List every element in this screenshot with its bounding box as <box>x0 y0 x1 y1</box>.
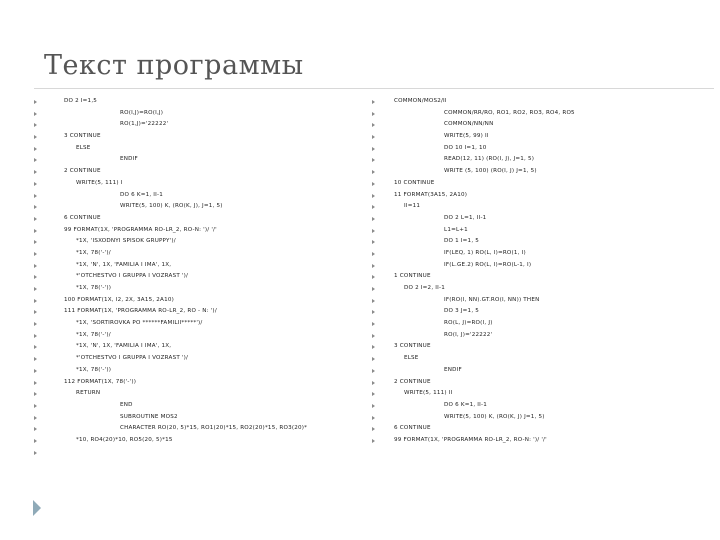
code-line <box>372 119 712 131</box>
code-line <box>34 225 374 237</box>
code-line-text: DO 2 I=2, II-1 <box>404 285 445 291</box>
bullet-icon <box>34 310 37 314</box>
code-line <box>372 318 712 330</box>
code-line <box>372 423 712 435</box>
code-line-text: *1X, 78('-')/ <box>76 331 111 338</box>
bullet-icon <box>372 252 375 256</box>
code-line <box>34 236 374 248</box>
code-line <box>372 295 712 307</box>
code-line <box>372 201 712 213</box>
bullet-icon <box>372 427 375 431</box>
code-line <box>372 143 712 155</box>
bullet-icon <box>34 147 37 151</box>
code-line-text: 3 CONTINUE <box>64 133 101 140</box>
code-line <box>34 283 374 295</box>
code-line-text: *1X, 'N', 1X, 'FAMILIA I IMA', 1X, <box>76 343 172 350</box>
code-line <box>372 96 712 108</box>
code-line-text: WRITE(5, 111) II <box>404 390 453 397</box>
bullet-icon <box>372 404 375 408</box>
code-line-text: 2 CONTINUE <box>64 168 101 175</box>
bullet-icon <box>34 381 37 385</box>
code-line-text: *1X, 78('-')) <box>76 285 112 291</box>
code-line-text: 111 FORMAT(1X, 'PROGRAMMA RO-LR_2, RO - N: ')/ <box>64 308 217 315</box>
code-line <box>34 201 374 213</box>
bullet-icon <box>372 299 375 303</box>
bullet-icon <box>34 158 37 162</box>
code-line <box>34 353 374 365</box>
code-line <box>372 412 712 424</box>
code-line <box>34 330 374 342</box>
bullet-icon <box>34 427 37 431</box>
code-line-text: ENDIF <box>120 156 138 163</box>
code-line <box>372 365 712 377</box>
code-line-text: 3 CONTINUE <box>394 343 431 350</box>
bullet-icon <box>372 310 375 314</box>
bullet-icon <box>34 240 37 244</box>
bullet-icon <box>34 112 37 116</box>
code-line-text: 1 CONTINUE <box>394 273 431 280</box>
code-line <box>34 423 374 435</box>
code-line <box>34 190 374 202</box>
bullet-icon <box>34 217 37 221</box>
code-line <box>34 447 374 459</box>
bullet-icon <box>372 416 375 420</box>
code-line <box>34 365 374 377</box>
code-line-text: IF(L.GE.2) RO(L, I)=RO(L-1, I) <box>444 261 532 268</box>
code-line-text: *'OTCHESTVO I GRUPPA I VOZRAST ')/ <box>76 273 189 280</box>
code-line-text: WRITE (5, 100) (RO(I, J) J=1, 5) <box>444 168 537 175</box>
bullet-icon <box>372 147 375 151</box>
code-line-text: *'OTCHESTVO I GRUPPA I VOZRAST ')/ <box>76 355 189 362</box>
code-line-text: END <box>120 401 133 408</box>
code-line <box>34 260 374 272</box>
bullet-icon <box>34 123 37 127</box>
slide-corner-mark <box>33 500 41 516</box>
code-line-text: RETURN <box>76 390 101 397</box>
bullet-icon <box>372 112 375 116</box>
code-line-text: 11 FORMAT(3A15, 2A10) <box>394 191 468 198</box>
code-line <box>34 412 374 424</box>
bullet-icon <box>34 404 37 408</box>
code-line-text: *1X, 78('-')/ <box>76 249 111 256</box>
code-line-text: RO(I, J)='22222' <box>444 331 493 338</box>
code-line-text: DO 3 J=1, 5 <box>444 308 480 315</box>
bullet-icon <box>372 135 375 139</box>
bullet-icon <box>34 100 37 104</box>
code-column-left <box>34 96 374 458</box>
code-line-text: DO 10 I=1, 10 <box>444 144 487 151</box>
code-line-text: WRITE(5, 111) I <box>76 179 123 186</box>
code-line <box>372 260 712 272</box>
code-line-text: CHARACTER RO(20, 5)*15, RO1(20)*15, RO2(20)*15, RO3(20)* <box>120 425 308 432</box>
bullet-icon <box>372 182 375 186</box>
bullet-icon <box>372 275 375 279</box>
bullet-icon <box>372 158 375 162</box>
code-line-text: IF(RO(I, NN).GT.RO(I, NN)) THEN <box>444 296 540 303</box>
code-line <box>372 190 712 202</box>
code-line <box>372 306 712 318</box>
code-line-text: *1X, 'ISXODNYI SPISOK GRUPPY')/ <box>76 238 176 245</box>
bullet-icon <box>34 287 37 291</box>
code-line <box>372 248 712 260</box>
code-line-text: 112 FORMAT(1X, 78('-')) <box>64 378 137 385</box>
bullet-icon <box>34 194 37 198</box>
bullet-icon <box>34 439 37 443</box>
code-line-text: IF(LEQ, 1) RO(L, I)=RO(1, I) <box>444 249 526 256</box>
bullet-icon <box>372 194 375 198</box>
code-line-text: DO 6 K=1, II-1 <box>444 401 487 408</box>
code-line-text: RO(1,J)='22222' <box>120 121 169 128</box>
code-line <box>34 306 374 318</box>
bullet-icon <box>372 392 375 396</box>
code-line <box>34 178 374 190</box>
bullet-icon <box>34 182 37 186</box>
bullet-icon <box>34 451 37 455</box>
bullet-icon <box>372 170 375 174</box>
code-line <box>34 388 374 400</box>
bullet-icon <box>372 287 375 291</box>
code-line-text: COMMON/RR/RO, RO1, RO2, RO3, RO4, RO5 <box>444 109 575 116</box>
bullet-icon <box>372 381 375 385</box>
bullet-icon <box>34 205 37 209</box>
title-divider <box>34 88 714 89</box>
code-line-text: II=11 <box>404 203 421 210</box>
bullet-icon <box>34 275 37 279</box>
code-line-text: 6 CONTINUE <box>394 425 431 432</box>
code-line-text: RO(I,J)=RO(I,J) <box>120 109 164 116</box>
bullet-icon <box>34 334 37 338</box>
code-line-text: RO(L, J)=RO(I, J) <box>444 320 493 327</box>
bullet-icon <box>372 229 375 233</box>
code-line <box>34 400 374 412</box>
code-line-text: 2 CONTINUE <box>394 378 431 385</box>
bullet-icon <box>372 123 375 127</box>
code-line-text: 99 FORMAT(1X, 'PROGRAMMA RO-LR_2, RO-N: ')/ '/' <box>64 226 217 233</box>
code-line-text: *1X, 78('-')) <box>76 366 112 373</box>
code-line <box>372 108 712 120</box>
code-line-text: *1X, 'N', 1X, 'FAMILIA I IMA', 1X, <box>76 261 172 268</box>
code-line <box>34 377 374 389</box>
code-line <box>34 213 374 225</box>
code-line-text: *1X, 'SORTIROVKA PO ******FAMILII*****')/ <box>76 320 203 327</box>
bullet-icon <box>34 299 37 303</box>
code-line <box>372 330 712 342</box>
code-line <box>372 225 712 237</box>
code-line-text: ELSE <box>76 144 91 151</box>
code-line <box>372 388 712 400</box>
slide-title: Текст программы <box>44 50 304 81</box>
code-line <box>34 341 374 353</box>
bullet-icon <box>34 229 37 233</box>
code-line <box>372 400 712 412</box>
code-line-text: 10 CONTINUE <box>394 179 435 186</box>
code-line <box>372 353 712 365</box>
code-line <box>34 119 374 131</box>
bullet-icon <box>372 240 375 244</box>
code-line-text: WRITE(5, 99) II <box>444 133 489 140</box>
code-line-text: DO 2 L=1, II-1 <box>444 214 487 221</box>
bullet-icon <box>372 345 375 349</box>
code-line <box>372 341 712 353</box>
code-line <box>34 295 374 307</box>
code-line-text: ELSE <box>404 355 419 362</box>
code-line <box>372 131 712 143</box>
code-line-text: ENDIF <box>444 366 462 373</box>
bullet-icon <box>372 217 375 221</box>
code-line <box>372 213 712 225</box>
bullet-icon <box>34 170 37 174</box>
code-line-text: 100 FORMAT(1X, I2, 2X, 3A15, 2A10) <box>64 296 174 303</box>
code-line-text: 99 FORMAT(1X, 'PROGRAMMA RO-LR_2, RO-N: ')/ '/' <box>394 436 547 443</box>
code-line-text: SUBROUTINE MOS2 <box>120 413 178 420</box>
code-line-text: DO 2 I=1,5 <box>64 98 98 104</box>
code-line <box>34 435 374 447</box>
code-line <box>372 166 712 178</box>
code-column-right <box>372 96 712 447</box>
code-line <box>34 166 374 178</box>
bullet-icon <box>372 205 375 209</box>
code-line <box>34 143 374 155</box>
code-line <box>372 283 712 295</box>
code-line-text: 6 CONTINUE <box>64 214 101 221</box>
code-line-text: DO 6 K=1, II-1 <box>120 191 163 198</box>
code-line <box>34 271 374 283</box>
code-line <box>34 108 374 120</box>
code-line-text: COMMON/NN/NN <box>444 121 494 128</box>
bullet-icon <box>34 369 37 373</box>
bullet-icon <box>34 345 37 349</box>
code-line-text: READ(12, 11) (RO(I, J), J=1, 5) <box>444 156 535 163</box>
code-line <box>372 154 712 166</box>
code-line-text: DO 1 I=1, 5 <box>444 238 480 245</box>
code-line <box>372 377 712 389</box>
code-line <box>34 96 374 108</box>
bullet-icon <box>34 357 37 361</box>
bullet-icon <box>34 392 37 396</box>
bullet-icon <box>34 135 37 139</box>
bullet-icon <box>34 252 37 256</box>
code-line-text: L1=L+1 <box>444 226 468 233</box>
bullet-icon <box>372 369 375 373</box>
code-line <box>372 435 712 447</box>
bullet-icon <box>372 439 375 443</box>
code-line <box>372 236 712 248</box>
bullet-icon <box>372 357 375 361</box>
code-line <box>372 178 712 190</box>
bullet-icon <box>372 334 375 338</box>
code-line <box>34 248 374 260</box>
bullet-icon <box>372 322 375 326</box>
code-line-text: WRITE(5, 100) K, (RO(K, J) J=1, 5) <box>444 413 545 420</box>
code-line <box>34 154 374 166</box>
bullet-icon <box>372 264 375 268</box>
code-line-text: WRITE(5, 100) K, (RO(K, J), J=1, 5) <box>120 203 223 210</box>
code-line-text: COMMON/MOS2/II <box>394 98 447 104</box>
code-line <box>34 131 374 143</box>
bullet-icon <box>372 100 375 104</box>
bullet-icon <box>34 322 37 326</box>
code-line-text: *10, RO4(20)*10, RO5(20, 5)*15 <box>76 436 173 443</box>
bullet-icon <box>34 264 37 268</box>
code-line <box>372 271 712 283</box>
bullet-icon <box>34 416 37 420</box>
code-line <box>34 318 374 330</box>
